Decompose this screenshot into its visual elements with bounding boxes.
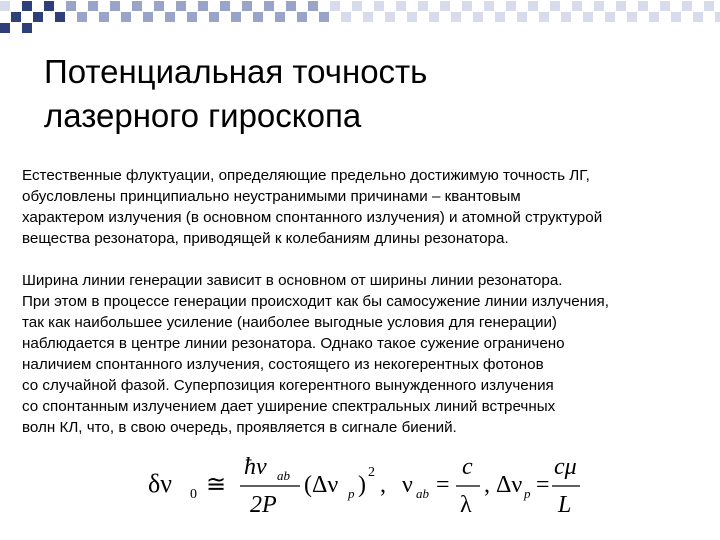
- checker-square: [22, 23, 32, 33]
- checker-square: [671, 12, 681, 22]
- formula-sub-ab: ab: [277, 468, 290, 483]
- formula-comma: ,: [380, 472, 386, 498]
- checker-square: [418, 1, 428, 11]
- checker-square: [242, 1, 252, 11]
- checker-square: [473, 12, 483, 22]
- checker-square: [319, 12, 329, 22]
- formula-eq1: =: [436, 472, 450, 498]
- formula-2p: 2P: [250, 492, 277, 518]
- formula-paren-dnu: (Δν: [304, 472, 339, 498]
- checker-square: [506, 1, 516, 11]
- checker-square: [77, 12, 87, 22]
- checker-square: [385, 12, 395, 22]
- checker-square: [297, 12, 307, 22]
- checker-square: [363, 12, 373, 22]
- formula-L: L: [558, 492, 572, 518]
- text-line: Ширина линии генерации зависит в основном от ширины линии резонатора.: [22, 272, 563, 289]
- paragraph-fluctuations: [22, 165, 720, 249]
- formula-sub-p2: p: [524, 486, 531, 501]
- text-line: наблюдается в центре линии резонатора. Однако такое сужение ограничено: [22, 335, 565, 352]
- checker-square: [451, 12, 461, 22]
- formula-sub0: 0: [190, 487, 197, 502]
- checker-square: [605, 12, 615, 22]
- checker-square: [253, 12, 263, 22]
- checker-square: [44, 1, 54, 11]
- text-line: обусловлены принципиально неустранимыми причинами – квантовым: [22, 188, 521, 205]
- checker-square: [528, 1, 538, 11]
- checker-square: [220, 1, 230, 11]
- formula-comma2: ,: [484, 472, 490, 498]
- checker-square: [407, 12, 417, 22]
- formula-close-paren: ): [358, 472, 366, 498]
- text-line: вещества резонатора, приводящей к колебаниям длины резонатора.: [22, 230, 509, 247]
- text-line: Естественные флуктуации, определяющие предельно достижимую точность ЛГ,: [22, 167, 590, 184]
- checker-square: [616, 1, 626, 11]
- checker-square: [484, 1, 494, 11]
- checker-square: [22, 1, 32, 11]
- checker-square: [11, 12, 21, 22]
- checker-square: [0, 23, 10, 33]
- checker-square: [517, 12, 527, 22]
- checker-square: [572, 1, 582, 11]
- formula-dnu0: δν: [148, 469, 173, 498]
- checker-square: [88, 1, 98, 11]
- formula-c: c: [462, 454, 473, 480]
- checker-square: [649, 12, 659, 22]
- checker-square: [583, 12, 593, 22]
- checker-square: [33, 12, 43, 22]
- text-line: так как наибольшее усиление (наиболее выгодные условия для генерации): [22, 314, 557, 331]
- checker-square: [55, 12, 65, 22]
- formula-hbar-nu: ħν: [244, 454, 267, 480]
- checker-square: [396, 1, 406, 11]
- checker-square: [561, 12, 571, 22]
- checker-square: [352, 1, 362, 11]
- slide-title: [44, 50, 704, 138]
- checker-square: [638, 1, 648, 11]
- text-line: характером излучения (в основном спонтанного излучения) и атомной структурой: [22, 209, 603, 226]
- formula-approx: ≅: [206, 472, 227, 498]
- formula-dnu-p: Δν: [496, 472, 523, 498]
- checker-square: [143, 12, 153, 22]
- checker-square: [550, 1, 560, 11]
- checker-square: [341, 12, 351, 22]
- checker-square: [660, 1, 670, 11]
- checker-square: [231, 12, 241, 22]
- formula-sup2: 2: [368, 465, 375, 480]
- checker-square: [594, 1, 604, 11]
- text-line: со спонтанным излучением дает уширение спектральных линий встречных: [22, 398, 556, 415]
- checker-square: [462, 1, 472, 11]
- checker-square: [715, 12, 720, 22]
- checker-square: [99, 12, 109, 22]
- checker-square: [330, 1, 340, 11]
- paragraph-gap: [22, 249, 720, 270]
- checker-square: [209, 12, 219, 22]
- formula-sub-ab2: ab: [416, 486, 429, 501]
- formula-c-mu: cμ: [554, 454, 577, 480]
- checker-square: [154, 1, 164, 11]
- text-line: волн КЛ, что, в свою очередь, проявляется в сигнале биений.: [22, 419, 457, 436]
- decorative-checker-pattern: [0, 0, 720, 40]
- formula-nu: ν: [402, 472, 413, 498]
- text-line: наличием спонтанного излучения, состоящего из некогерентных фотонов: [22, 356, 544, 373]
- checker-square: [308, 1, 318, 11]
- slide-body: [22, 165, 720, 438]
- text-line: При этом в процессе генерации происходит как бы самосужение линии излучения,: [22, 293, 610, 310]
- formula-lambda: λ: [460, 492, 472, 518]
- checker-square: [682, 1, 692, 11]
- title-line: Потенциальная точность: [44, 53, 428, 90]
- checker-square: [704, 1, 714, 11]
- checker-square: [0, 1, 10, 11]
- checker-square: [693, 12, 703, 22]
- checker-square: [264, 1, 274, 11]
- title-line: лазерного гироскопа: [44, 97, 362, 134]
- checker-square: [198, 1, 208, 11]
- checker-square: [66, 1, 76, 11]
- paragraph-linewidth: [22, 270, 720, 438]
- checker-square: [165, 12, 175, 22]
- checker-square: [440, 1, 450, 11]
- checker-square: [110, 1, 120, 11]
- checker-square: [132, 1, 142, 11]
- checker-square: [286, 1, 296, 11]
- checker-square: [374, 1, 384, 11]
- formula-sub-p: p: [348, 486, 355, 501]
- linewidth-formula: [140, 450, 580, 520]
- checker-square: [187, 12, 197, 22]
- checker-square: [429, 12, 439, 22]
- checker-square: [121, 12, 131, 22]
- text-line: со случайной фазой. Суперпозиция когерентного вынужденного излучения: [22, 377, 554, 394]
- formula-eq2: =: [536, 472, 550, 498]
- checker-square: [176, 1, 186, 11]
- checker-square: [275, 12, 285, 22]
- checker-square: [627, 12, 637, 22]
- checker-square: [539, 12, 549, 22]
- checker-square: [495, 12, 505, 22]
